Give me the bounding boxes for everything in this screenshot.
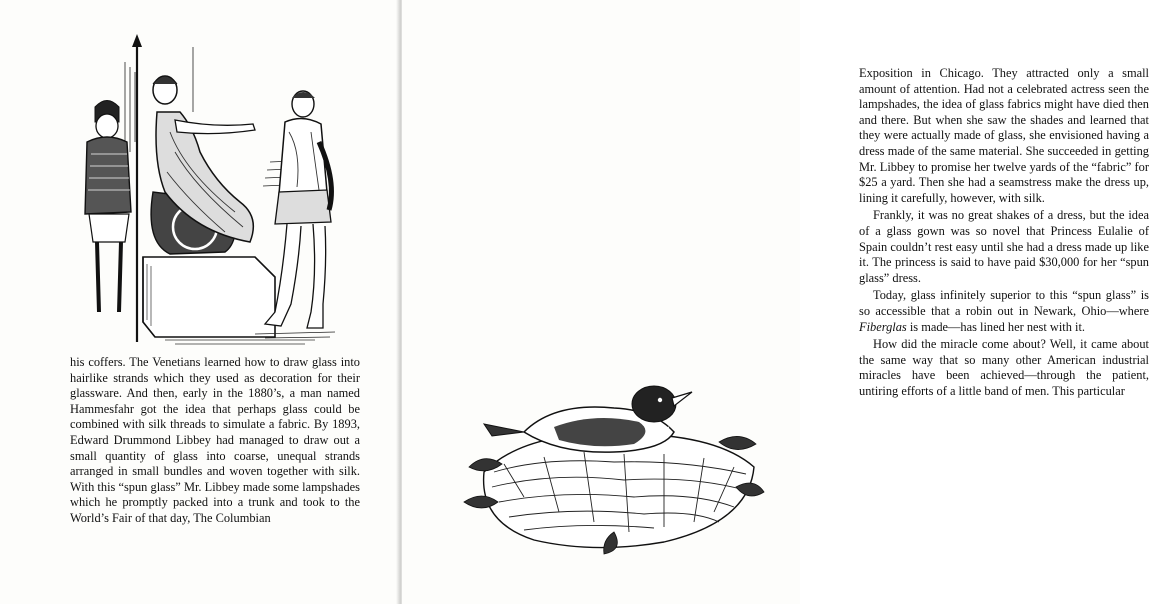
robin-nest-illustration bbox=[464, 372, 764, 554]
right-page-body bbox=[859, 66, 1149, 399]
right-paragraph-1: Exposition in Chicago. They attracted only a small amount of attention. Had not a celebrated actress seen the lampshades, the idea of glass fabrics might have died then and there. But when she saw the shades and learned that they were actually made of glass, she envisioned having a dress made of the same material. She succeeded in getting Mr. Libbey to promise her twelve yards of the “fabric” for $25 a yard. Then she had a seamstress make the dress up, lining it carefully, however, with silk. bbox=[859, 66, 1149, 205]
right-paragraph-3 bbox=[859, 288, 1149, 335]
roman-scene-illustration bbox=[75, 42, 345, 342]
fiberglas-term: Fiberglas bbox=[859, 319, 907, 334]
right-paragraph-2: Frankly, it was no great shakes of a dress, but the idea of a glass gown was so novel that Princess Eulalie of Spain couldn’t rest easy until she had a dress made up like it. The princess is said to have paid $30,000 for her “spun glass” dress. bbox=[859, 208, 1149, 285]
left-page bbox=[0, 0, 398, 604]
right-paragraph-3-text: Today, glass infinitely superior to this “spun glass” is so accessible that a robin out in Newark, Ohio—where Fiberglas is made—has lined her nest with it. bbox=[859, 288, 1149, 334]
left-paragraph: his coffers. The Venetians learned how to draw glass into hairlike strands which they used as decoration for their glassware. And then, early in the 1880’s, a man named Hammesfahr got the idea that perhaps glass could be combined with silk threads to simulate a fabric. By 1893, Edward Drummond Libbey had managed to draw out a small quantity of glass into coarse, unequal strands arranged in small bundles and woven together with silk. With this “spun glass” Mr. Libbey made some lampshades which he promptly packed into a trunk and took to the World’s Fair of that day, The Columbian bbox=[70, 355, 360, 525]
right-paragraph-4: How did the miracle come about? Well, it came about the same way that so many other American industrial miracles have been achieved—through the patient, untiring efforts of a little band of men. This particular bbox=[859, 337, 1149, 398]
right-page bbox=[402, 0, 1149, 604]
left-page-body bbox=[70, 355, 360, 527]
